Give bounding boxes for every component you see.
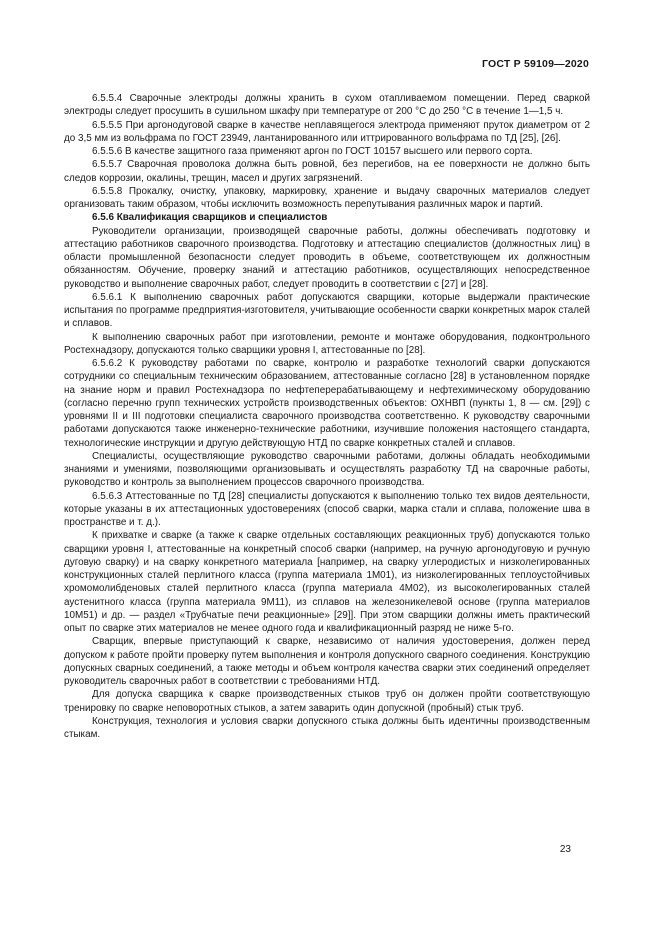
paragraph-6-5-6-1: 6.5.6.1 К выполнению сварочных работ допускаются сварщики, которые выдержали практические испытания по программе предприятия-изготовителя, учитывающие особенности сварки конкретных марок сталей и сплавов.	[64, 291, 590, 330]
paragraph-6-5-6-2: 6.5.6.2 К руководству работами по сварке, контролю и разработке технологий сварки допускаются сотрудники со специальным техническим образованием, аттестованные согласно [28] в установленном порядке на знание норм и правил Ростехнадзора по нефтеперерабатывающему и нефтехимическому оборудованию (согласно перечню групп технических устройств производственных объектов: ОХНВП (пункты 1, 8 — см. [29]) с уровнями II и III подготовки специалиста сварочного производства соответственно. К руководству сварочными работами допускаются также инженерно-технические работники, изучившие положения настоящего стандарта, технологические инструкции и другую действующую НТД по сварке конкретных сталей и сплавов.	[64, 358, 590, 449]
paragraph-6-5-5-8: 6.5.5.8 Прокалку, очистку, упаковку, маркировку, хранение и выдачу сварочных материалов следует организовать таким образом, чтобы исключить возможность перепутывания различных марок и партий.	[64, 185, 590, 210]
paragraph-pipe-joints: Для допуска сварщика к сварке производственных стыков труб он должен пройти соответствующую тренировку по сварке неповоротных стыков, а затем заварить один допускной (пробный) стык труб.	[64, 689, 590, 714]
paragraph-managers: Руководители организации, производящей сварочные работы, должны обеспечивать подготовку и аттестацию работников сварочного производства. Подготовку и аттестацию специалистов (должностных лиц) в области промышленной безопасности следует проводить в объеме, соответствующем их должностным обязанностям. Обучение, проверку знаний и аттестацию работников, осуществляющих непосредственное руководство и выполнение сварочных работ, следует проводить в соответствии с [27] и [28].	[64, 225, 590, 290]
document-body	[64, 92, 590, 741]
paragraph-tack-welding: К прихватке и сварке (а также к сварке отдельных составляющих реакционных труб) допускаются только сварщики уровня I, аттестованные на конкретный способ сварки (например, на ручную аргонодуговую и ручную дуговую сварку) и на сварку конкретного материала [например, на сварку углеродистых и низколегированных конструкционных сталей перлитного класса (группа материала 1М01), из низколегированных теплоустойчивых хромомолибденовых сталей перлитного класса (группа материала 4М02), из высоколегированных сталей аустенитного класса (группа материала 9М11), из сплавов на железоникелевой основе (группа материалов 10М51) и др. — раздел «Трубчатые печи реакционные» [29]]. При этом сварщики должны иметь практический опыт по сварке этих материалов не менее одного года и квалификационный разряд не ниже 5-го.	[64, 530, 590, 634]
section-heading-6-5-6: 6.5.6 Квалификация сварщиков и специалистов	[92, 212, 328, 224]
document-header: ГОСТ Р 59109—2020	[481, 58, 589, 70]
paragraph-6-5-5-4: 6.5.5.4 Сварочные электроды должны хранить в сухом отапливаемом помещении. Перед сваркой электроды следует просушить в сушильном шкафу при температуре от 200 °С до 250 °С в течение 1—1,5 ч.	[64, 93, 590, 118]
paragraph-6-5-5-7: 6.5.5.7 Сварочная проволока должна быть ровной, без перегибов, на ее поверхности не должно быть следов коррозии, окалины, трещин, масел и других загрязнений.	[64, 159, 590, 184]
paragraph-6-5-5-5: 6.5.5.5 При аргонодуговой сварке в качестве неплавящегося электрода применяют пруток диаметром от 2 до 3,5 мм из вольфрама по ГОСТ 23949, лантанированного или иттрированного вольфрама по ТД [25], [26].	[64, 119, 590, 144]
paragraph-new-welder: Сварщик, впервые приступающий к сварке, независимо от наличия удостоверения, должен перед допуском к работе пройти проверку путем выполнения и контроля допускного сварного соединения. Конструкцию допускных сварных соединений, а также методы и объем контроля качества сварки этих соединений определяет руководитель сварочных работ в соответствии с требованиями НТД.	[64, 636, 590, 687]
paragraph-6-5-5-6: 6.5.5.6 В качестве защитного газа применяют аргон по ГОСТ 10157 высшего или первого сорта.	[92, 146, 533, 157]
paragraph-6-5-6-3: 6.5.6.3 Аттестованные по ТД [28] специалисты допускаются к выполнению только тех видов деятельности, которые указаны в их аттестационных удостоверениях (способ сварки, марка стали и сплава, положение шва в пространстве и т. д.).	[64, 490, 590, 528]
paragraph-level-one-welders: К выполнению сварочных работ при изготовлении, ремонте и монтаже оборудования, подконтрольного Ростехнадзору, допускаются только сварщики уровня I, аттестованные по [28].	[64, 331, 590, 356]
paragraph-test-joint: Конструкция, технология и условия сварки допускного стыка должны быть идентичны производственным стыкам.	[64, 715, 590, 740]
page-number: 23	[559, 844, 571, 855]
paragraph-specialists: Специалисты, осуществляющие руководство сварочными работами, должны обладать необходимыми знаниями и умениями, позволяющими организовывать и осуществлять разработку ТД на сварочные работы, руководство и контроль за выполнением процессов сварочного производства.	[64, 450, 590, 489]
